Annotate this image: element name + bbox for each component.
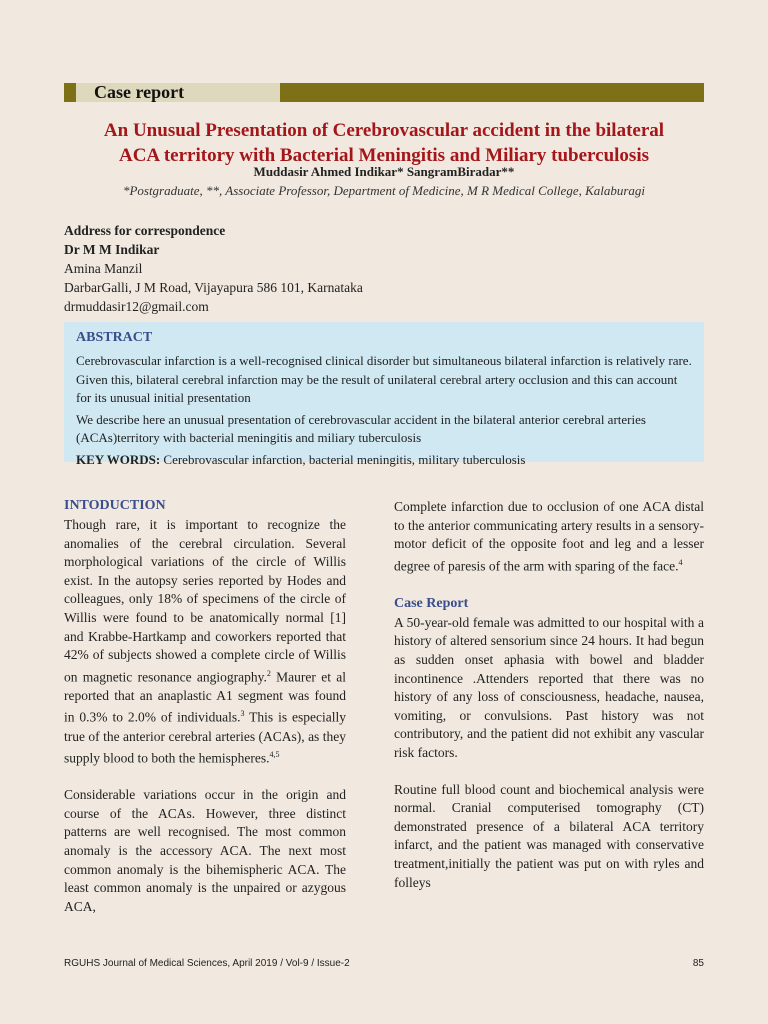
right-text-0: Complete infarction due to occlusion of one ACA distal to the anterior communicating artery results in a sensory-motor deficit of the opposite foot and leg and a lesser degree of paresis of the arm with sparing of the face. xyxy=(394,499,704,574)
header-accent xyxy=(64,83,76,102)
section-label: Case report xyxy=(76,83,280,102)
address-heading: Address for correspondence xyxy=(64,223,226,238)
abstract-heading: ABSTRACT xyxy=(76,330,153,345)
intro-text-c: This is especially true of the anterior cerebral arteries (ACAs), as they supply blood to both the hemispheres. xyxy=(64,709,346,766)
address-email: drmuddasir12@gmail.com xyxy=(64,299,209,314)
page-number: 85 xyxy=(692,958,704,969)
address-name: Dr M M Indikar xyxy=(64,242,160,257)
authors: Muddasir Ahmed Indikar* SangramBiradar** xyxy=(253,164,515,179)
article-title-line1: An Unusual Presentation of Cerebrovascular accident in the bilateral xyxy=(103,120,665,141)
intro-paragraph-2: Considerable variations occur in the origin and course of the ACAs. However, three distinct patterns are well recognised. The most common anomaly is the accessory ACA. The next most common anomaly is the bihemispheric ACA. The least common anomaly is the unpaired or azygous ACA, xyxy=(64,787,346,914)
abstract-paragraph-2: We describe here an unusual presentation of cerebrovascular accident in the bilateral anterior cerebral arteries (ACAs)territory with bacterial meningitis and miliary tuberculosis xyxy=(76,411,646,445)
abstract-box xyxy=(64,322,704,467)
section-header-bar xyxy=(64,83,704,102)
address-line2: DarbarGalli, J M Road, Vijayapura 586 101, Karnataka xyxy=(64,280,363,295)
case-report-heading: Case Report xyxy=(394,595,469,611)
keywords-label: KEY WORDS: xyxy=(76,451,161,467)
correspondence-address xyxy=(64,221,664,316)
citation-sup: 4 xyxy=(678,557,683,567)
case-paragraph-1: A 50-year-old female was admitted to our hospital with a history of altered sensorium since 24 hours. It had begun as sudden onset aphasia with bowel and bladder incontinence .Attenders reported that there was no history of any loss of consciousness, headache, nausea, vomiting, or convulsions. Past history was not contributory, and the patient did not exhibit any vascular risk factors. xyxy=(394,614,704,761)
right-column xyxy=(394,498,704,910)
journal-citation: RGUHS Journal of Medical Sciences, April 2019 / Vol-9 / Issue-2 xyxy=(64,958,350,969)
abstract-paragraph-1: Cerebrovascular infarction is a well-recognised clinical disorder but simultaneous bilateral infarction is relatively rare. Given this, bilateral cerebral infarction may be the result of unilateral cerebral artery occlusion and this can account for its unusual initial presentation xyxy=(76,353,692,405)
page-footer xyxy=(64,958,704,969)
affiliation: *Postgraduate, **, Associate Professor, Department of Medicine, M R Medical College, Kalaburagi xyxy=(122,183,646,198)
article-title-line2: ACA territory with Bacterial Meningitis and Miliary tuberculosis xyxy=(118,145,649,166)
citation-sup: 2 xyxy=(266,668,271,678)
left-column xyxy=(64,496,346,934)
case-paragraph-2: Routine full blood count and biochemical analysis were normal. Cranial computerised tomography (CT) demonstrated presence of a bilateral ACA territory infarct, and the patient was managed with conservative treatment,initially the patient was put on with ryles and folleys xyxy=(394,781,704,890)
citation-sup: 4,5 xyxy=(269,750,280,760)
keywords xyxy=(76,451,694,470)
keywords-text: Cerebrovascular infarction, bacterial meningitis, military tuberculosis xyxy=(160,451,526,467)
intro-paragraph-1 xyxy=(64,516,346,768)
citation-sup: 3 xyxy=(240,709,245,719)
right-paragraph-0 xyxy=(394,498,704,576)
intro-heading: INTODUCTION xyxy=(64,498,166,513)
intro-text-a: Though rare, it is important to recognize the anomalies of the cerebral circulation. Several morphological variations of the circle of Willis exist. In the autopsy series reported by Hodes and colleagues, only 18% of specimens of the circle of Willis were found to be anatomically normal [1] and Krabbe-Hartkamp and coworkers reported that 42% of subjects showed a complete circle of Willis on magnetic resonance angiography. xyxy=(64,517,346,685)
address-line1: Amina Manzil xyxy=(64,261,143,276)
intro-text-b: Maurer et al reported that an anaplastic A1 segment was found in 0.3% to 2.0% of individuals. xyxy=(64,669,346,725)
